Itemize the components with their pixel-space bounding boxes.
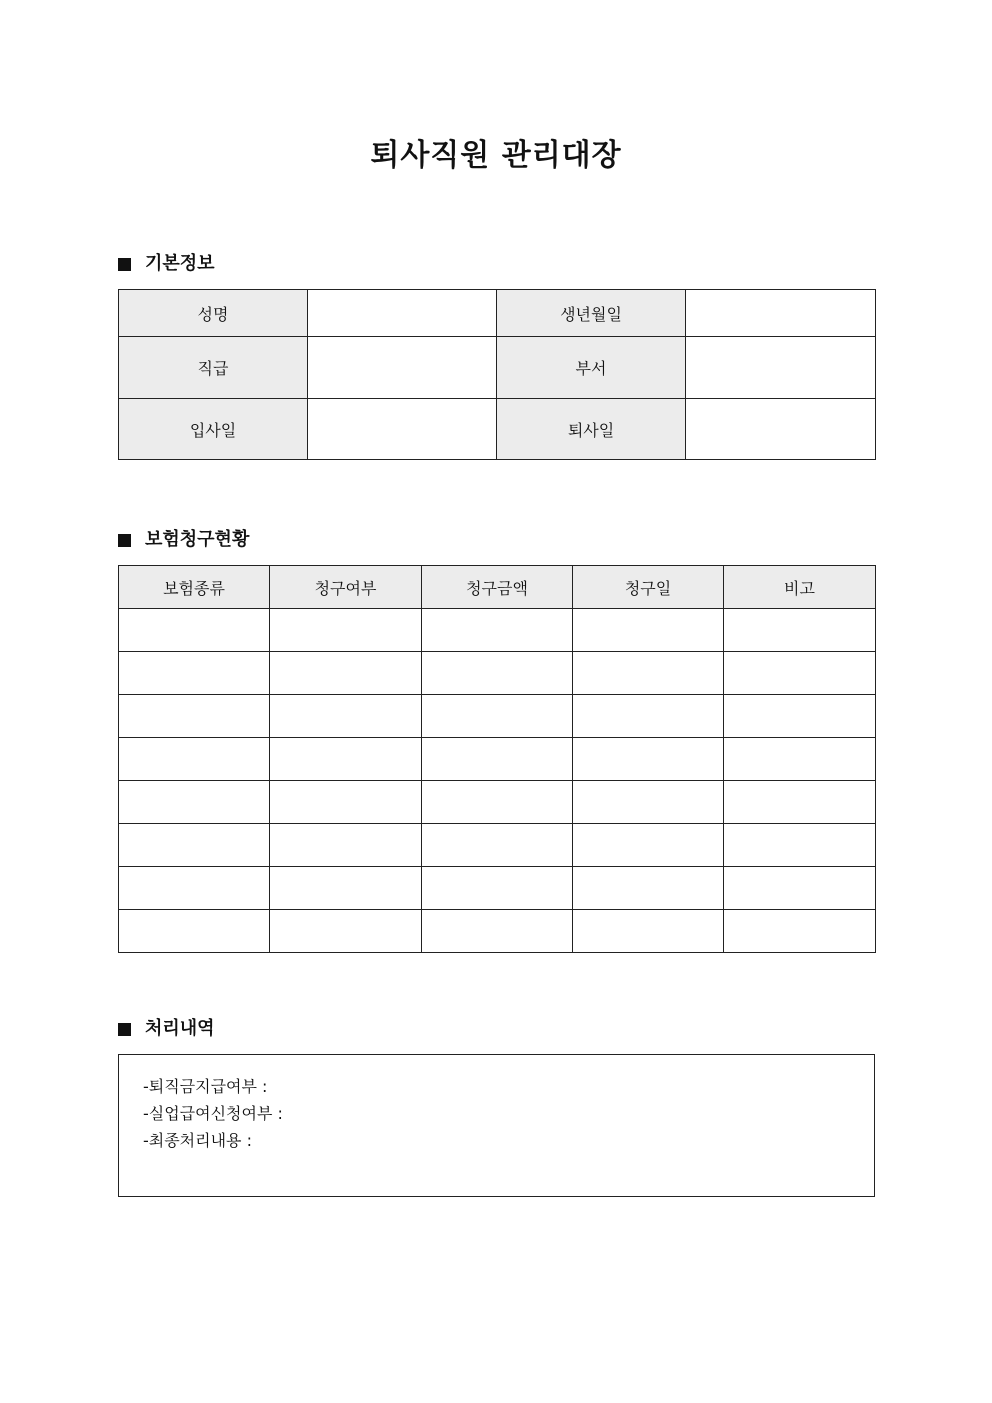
table-cell[interactable] [270, 824, 422, 867]
table-cell[interactable] [724, 652, 876, 695]
column-header: 비고 [724, 566, 876, 609]
hire-date-field[interactable] [308, 399, 497, 460]
table-row [119, 824, 876, 867]
label-cell: 입사일 [119, 399, 308, 460]
claims-table [118, 565, 876, 953]
table-cell[interactable] [270, 609, 422, 652]
section-heading-label: 보험청구현황 [145, 529, 250, 550]
table-row [119, 399, 876, 460]
list-item: -최종처리내용 : [143, 1131, 252, 1150]
list-item: -실업급여신청여부 : [143, 1104, 283, 1123]
table-cell[interactable] [724, 695, 876, 738]
name-field[interactable] [308, 290, 497, 337]
table-header-row [119, 566, 876, 609]
square-bullet-icon [118, 534, 131, 547]
table-cell[interactable] [119, 609, 270, 652]
table-cell[interactable] [573, 867, 724, 910]
label-cell: 부서 [497, 337, 686, 399]
column-header: 청구일 [573, 566, 724, 609]
table-cell[interactable] [119, 867, 270, 910]
table-cell[interactable] [724, 738, 876, 781]
table-cell[interactable] [573, 824, 724, 867]
table-cell[interactable] [270, 695, 422, 738]
table-cell[interactable] [724, 609, 876, 652]
table-cell[interactable] [422, 781, 573, 824]
position-field[interactable] [308, 337, 497, 399]
column-header: 보험종류 [119, 566, 270, 609]
table-cell[interactable] [422, 609, 573, 652]
table-cell[interactable] [422, 738, 573, 781]
table-cell[interactable] [119, 652, 270, 695]
page-title: 퇴사직원 관리대장 [370, 138, 622, 173]
label-cell: 직급 [119, 337, 308, 399]
processing-notes-box[interactable] [118, 1054, 875, 1197]
table-row [119, 695, 876, 738]
table-cell[interactable] [573, 695, 724, 738]
table-cell[interactable] [422, 910, 573, 953]
table-row [119, 738, 876, 781]
table-row [119, 609, 876, 652]
table-cell[interactable] [573, 652, 724, 695]
table-cell[interactable] [573, 609, 724, 652]
table-cell[interactable] [724, 781, 876, 824]
table-cell[interactable] [270, 910, 422, 953]
table-cell[interactable] [573, 781, 724, 824]
birthdate-field[interactable] [686, 290, 876, 337]
table-cell[interactable] [422, 824, 573, 867]
section-heading-basic-info [118, 251, 215, 277]
table-cell[interactable] [119, 695, 270, 738]
department-field[interactable] [686, 337, 876, 399]
table-cell[interactable] [119, 738, 270, 781]
table-cell[interactable] [119, 910, 270, 953]
table-cell[interactable] [724, 824, 876, 867]
list-item: -퇴직금지급여부 : [143, 1077, 268, 1096]
table-cell[interactable] [573, 910, 724, 953]
table-row [119, 867, 876, 910]
table-row [119, 290, 876, 337]
table-row [119, 781, 876, 824]
table-cell[interactable] [724, 867, 876, 910]
label-cell: 퇴사일 [497, 399, 686, 460]
section-heading-processing [118, 1016, 215, 1042]
table-row [119, 910, 876, 953]
table-cell[interactable] [573, 738, 724, 781]
table-cell[interactable] [270, 652, 422, 695]
table-cell[interactable] [422, 695, 573, 738]
table-row [119, 652, 876, 695]
processing-notes-list [119, 1055, 874, 1154]
square-bullet-icon [118, 1023, 131, 1036]
table-cell[interactable] [270, 781, 422, 824]
column-header: 청구금액 [422, 566, 573, 609]
section-heading-label: 기본정보 [145, 253, 215, 274]
table-cell[interactable] [422, 652, 573, 695]
basic-info-table [118, 289, 876, 460]
table-cell[interactable] [422, 867, 573, 910]
label-cell: 생년월일 [497, 290, 686, 337]
column-header: 청구여부 [270, 566, 422, 609]
square-bullet-icon [118, 258, 131, 271]
resignation-date-field[interactable] [686, 399, 876, 460]
section-heading-label: 처리내역 [145, 1018, 215, 1039]
table-cell[interactable] [119, 781, 270, 824]
table-cell[interactable] [270, 867, 422, 910]
table-cell[interactable] [270, 738, 422, 781]
table-row [119, 337, 876, 399]
table-cell[interactable] [724, 910, 876, 953]
section-heading-claims [118, 527, 249, 553]
label-cell: 성명 [119, 290, 308, 337]
table-cell[interactable] [119, 824, 270, 867]
